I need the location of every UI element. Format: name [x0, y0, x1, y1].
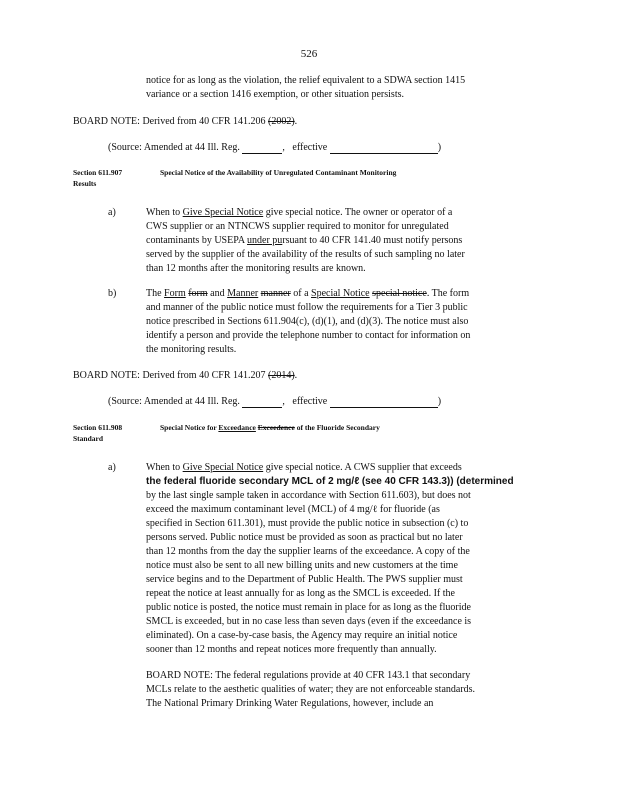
inserted-text: Manner: [227, 288, 259, 299]
text: of a: [290, 288, 312, 299]
board-note-line: BOARD NOTE: The federal regulations provide at 40 CFR 143.1 that secondary: [146, 670, 471, 681]
punctuation: ,: [282, 396, 285, 407]
subsection-label: a): [108, 462, 116, 473]
text: Special Notice for: [160, 423, 219, 432]
paragraph-line: CWS supplier or an NTNCWS supplier required to monitor for unregulated: [146, 221, 449, 232]
text: . The form: [426, 288, 470, 299]
deleted-text: manner: [260, 288, 291, 299]
paragraph-line: served by the supplier of the availability of the results of such sampling no later: [146, 249, 465, 260]
inserted-text: under pu: [247, 235, 283, 246]
text: and: [207, 288, 228, 299]
paragraph-line: notice for as long as the violation, the relief equivalent to a SDWA section 1415: [146, 75, 466, 86]
register-blank: [242, 397, 282, 408]
paragraph-line: notice prescribed in Sections 611.904(c), (d)(1), and (d)(3). The notice must also: [146, 316, 469, 327]
paragraph-line: than 12 months after the monitoring results are known.: [146, 263, 366, 274]
punctuation: ): [437, 142, 442, 153]
punctuation: .: [294, 370, 298, 381]
register-blank: [242, 143, 282, 154]
board-note-text: BOARD NOTE: Derived from 40 CFR 141.207: [73, 370, 268, 381]
deleted-text: (2014): [268, 370, 295, 381]
effective-label: effective: [292, 396, 328, 407]
source-line: [108, 142, 441, 154]
paragraph-line: the monitoring results.: [146, 344, 237, 355]
deleted-text: special notice: [372, 288, 427, 299]
paragraph-line: [146, 288, 469, 300]
effective-date-blank: [330, 143, 438, 154]
paragraph-line: eliminated). On a case-by-case basis, the Agency may require an initial notice: [146, 630, 458, 641]
section-title-cont: Standard: [73, 434, 104, 443]
section-number: Section 611.907: [73, 168, 123, 177]
board-note: [73, 116, 297, 128]
punctuation: ,: [282, 142, 285, 153]
deleted-text: Exceedence: [257, 423, 295, 432]
paragraph-line: variance or a section 1416 exemption, or other situation persists.: [146, 89, 404, 100]
paragraph-line: service begins and to the Department of Public Health. The PWS supplier must: [146, 574, 463, 585]
text: of the Fluoride Secondary: [294, 423, 380, 432]
paragraph-line: public notice is posted, the notice must remain in place for as long as the fluoride: [146, 602, 471, 613]
paragraph-line: notice must also be sent to all new billing units and new customers at the time: [146, 560, 458, 571]
source-text: (Source: Amended at 44 Ill. Reg.: [108, 396, 240, 407]
paragraph-line: SMCL is exceeded, but in no case less than seven days (even if the exceedance is: [146, 616, 472, 627]
paragraph-line: [146, 235, 462, 247]
text: give special notice. The owner or operator of a: [263, 207, 453, 218]
paragraph-line: than 12 months from the day the supplier learns of the exceedance. A copy of the: [146, 546, 470, 557]
inserted-text: Special Notice: [311, 288, 370, 299]
inserted-text: Form: [164, 288, 186, 299]
paragraph-line: [146, 462, 462, 474]
page-number: 526: [300, 48, 318, 60]
text: rsuant to 40 CFR 141.40 must notify persons: [282, 235, 463, 246]
source-line: [108, 396, 441, 408]
effective-label: effective: [292, 142, 328, 153]
text: When to: [146, 207, 183, 218]
deleted-text: form: [188, 288, 208, 299]
subsection-label: b): [108, 288, 117, 299]
paragraph-line: [146, 207, 452, 219]
section-title: [160, 423, 380, 433]
punctuation: .: [294, 116, 298, 127]
text: When to: [146, 462, 183, 473]
paragraph-line-bold: the federal fluoride secondary MCL of 2 mg/ℓ (see 40 CFR 143.3)) (determined: [146, 476, 514, 487]
text: give special notice. A CWS supplier that exceeds: [263, 462, 462, 473]
board-note: [73, 370, 297, 382]
inserted-text: Give Special Notice: [182, 462, 264, 473]
inserted-text: Give Special Notice: [182, 207, 264, 218]
text: The: [146, 288, 165, 299]
paragraph-line: persons served. Public notice must be provided as soon as practical but no later: [146, 532, 463, 543]
text: contaminants by USEPA: [146, 235, 248, 246]
deleted-text: (2002): [268, 116, 295, 127]
source-text: (Source: Amended at 44 Ill. Reg.: [108, 142, 240, 153]
board-note-text: BOARD NOTE: Derived from 40 CFR 141.206: [73, 116, 268, 127]
subsection-label: a): [108, 207, 116, 218]
section-number: Section 611.908: [73, 423, 123, 432]
section-title-cont: Results: [73, 179, 97, 188]
paragraph-line: and manner of the public notice must follow the requirements for a Tier 3 public: [146, 302, 468, 313]
paragraph-line: identify a person and provide the telephone number to contact for information on: [146, 330, 471, 341]
board-note-line: MCLs relate to the aesthetic qualities of water; they are not enforceable standards.: [146, 684, 476, 695]
paragraph-line: sooner than 12 months and repeat notices more frequently than annually.: [146, 644, 437, 655]
paragraph-line: specified in Section 611.301), must provide the public notice in subsection (c) to: [146, 518, 469, 529]
section-title: Special Notice of the Availability of Unregulated Contaminant Monitoring: [160, 168, 397, 177]
effective-date-blank: [330, 397, 438, 408]
paragraph-line: repeat the notice at least annually for as long as the SMCL is exceeded. If the: [146, 588, 455, 599]
punctuation: ): [437, 396, 442, 407]
board-note-line: The National Primary Drinking Water Regulations, however, include an: [146, 698, 434, 709]
inserted-text: Exceedance: [218, 423, 256, 432]
paragraph-line: by the last single sample taken in accordance with Section 611.603), but does not: [146, 490, 471, 501]
paragraph-line: exceed the maximum contaminant level (MCL) of 4 mg/ℓ for fluoride (as: [146, 504, 440, 515]
